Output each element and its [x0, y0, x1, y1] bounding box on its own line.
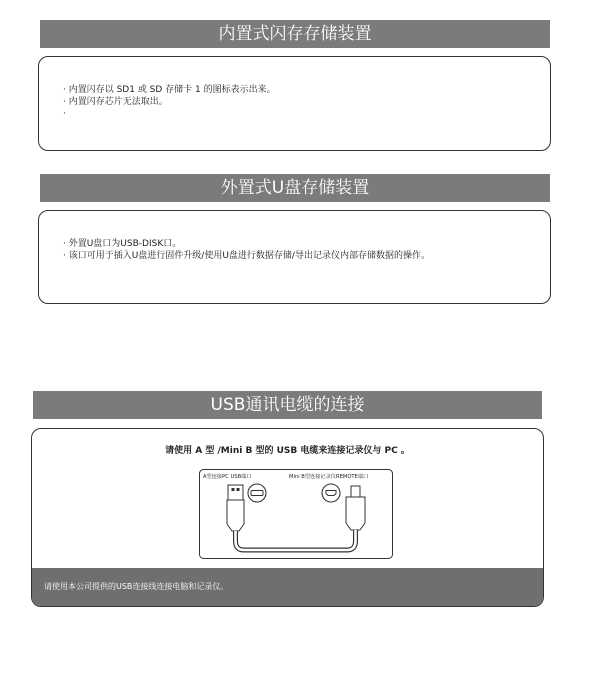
usb-footer-note: 请使用本公司提供的USB连接线连接电脑和记录仪。	[32, 568, 543, 606]
mini-b-port-icon	[322, 484, 340, 502]
list-item: · 外置U盘口为USB-DISK口。	[63, 239, 182, 249]
usb-cable-diagram	[199, 469, 393, 559]
internal-storage-banner	[40, 20, 550, 48]
external-storage-title: 外置式U盘存储装置	[220, 178, 370, 198]
usb-connection-banner	[33, 391, 542, 419]
usb-a-port-icon	[248, 484, 266, 502]
internal-storage-box	[38, 56, 551, 151]
external-storage-banner	[40, 174, 550, 202]
usb-instruction: 请使用 A 型 /Mini B 型的 USB 电缆来连接记录仪与 PC 。	[165, 446, 410, 456]
usb-a-plug-icon	[227, 485, 244, 531]
list-item: ·	[63, 109, 66, 119]
usb-connection-title: USB通讯电缆的连接	[210, 395, 365, 415]
usb-a-label: A型连接PC USB端口	[203, 474, 252, 480]
usb-connection-box	[31, 428, 544, 607]
internal-storage-list	[63, 84, 276, 120]
list-item: · 内置闪存以 SD1 或 SD 存储卡 1 的图标表示出来。	[63, 85, 276, 95]
usb-b-label: Mini B型连接记录仪REMOTE端口	[289, 474, 369, 480]
external-storage-box	[38, 210, 551, 304]
list-item: · 内置闪存芯片无法取出。	[63, 97, 168, 107]
internal-storage-title: 内置式闪存存储装置	[218, 24, 372, 44]
external-storage-list	[63, 238, 430, 262]
list-item: · 该口可用于插入U盘进行固件升级/使用U盘进行数据存储/导出记录仪内部存储数据的操作。	[63, 251, 430, 261]
